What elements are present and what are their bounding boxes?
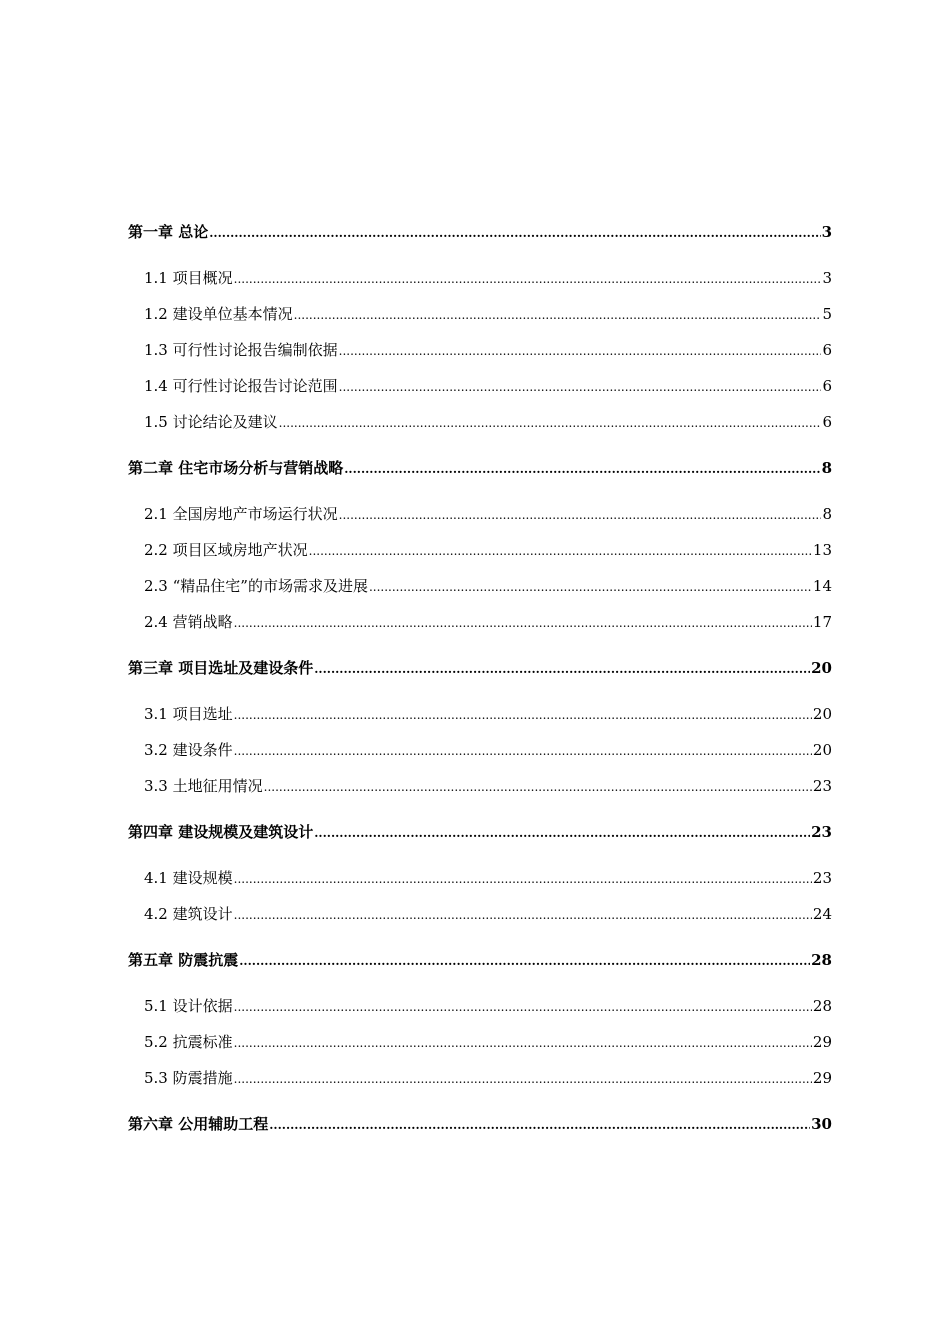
dot-leader xyxy=(339,374,822,400)
dot-leader xyxy=(239,948,810,974)
toc-entry-label: 3.2 建设条件 xyxy=(144,741,233,759)
toc-page-number: 24 xyxy=(812,905,832,923)
toc-entry-label: 4.2 建筑设计 xyxy=(144,905,233,923)
toc-section-1-3[interactable] xyxy=(128,337,832,373)
toc-page-number: 29 xyxy=(812,1033,832,1051)
toc-chapter-6[interactable] xyxy=(128,1111,832,1157)
dot-leader xyxy=(294,302,822,328)
toc-entry-label: 2.1 全国房地产市场运行状况 xyxy=(144,505,338,523)
dot-leader xyxy=(234,994,812,1020)
toc-page-number: 23 xyxy=(812,777,832,795)
toc-entry-label: 1.4 可行性讨论报告讨论范围 xyxy=(144,377,338,395)
toc-page-number: 23 xyxy=(812,869,832,887)
toc-chapter-2[interactable] xyxy=(128,455,832,501)
toc-entry-label: 3.3 土地征用情况 xyxy=(144,777,263,795)
toc-page-number: 17 xyxy=(812,613,832,631)
dot-leader xyxy=(269,1112,810,1138)
toc-entry-label: 第三章 项目选址及建设条件 xyxy=(128,659,314,677)
toc-section-2-1[interactable] xyxy=(128,501,832,537)
toc-section-3-2[interactable] xyxy=(128,737,832,773)
dot-leader xyxy=(314,820,810,846)
toc-page-number: 14 xyxy=(812,577,832,595)
toc-section-4-1[interactable] xyxy=(128,865,832,901)
toc-section-5-2[interactable] xyxy=(128,1029,832,1065)
toc-page-number: 13 xyxy=(812,541,832,559)
toc-section-3-3[interactable] xyxy=(128,773,832,819)
toc-section-5-3[interactable] xyxy=(128,1065,832,1111)
toc-page-number: 3 xyxy=(821,223,832,241)
toc-page-number: 20 xyxy=(812,741,832,759)
dot-leader xyxy=(234,866,812,892)
dot-leader xyxy=(234,266,822,292)
dot-leader xyxy=(234,902,812,928)
toc-page-number: 8 xyxy=(821,459,832,477)
toc-section-2-4[interactable] xyxy=(128,609,832,655)
toc-page-number: 29 xyxy=(812,1069,832,1087)
toc-entry-label: 第四章 建设规模及建筑设计 xyxy=(128,823,314,841)
dot-leader xyxy=(234,1066,812,1092)
dot-leader xyxy=(234,610,812,636)
dot-leader xyxy=(234,1030,812,1056)
toc-entry-label: 2.2 项目区域房地产状况 xyxy=(144,541,308,559)
dot-leader xyxy=(344,456,820,482)
toc-section-3-1[interactable] xyxy=(128,701,832,737)
toc-chapter-5[interactable] xyxy=(128,947,832,993)
toc-section-5-1[interactable] xyxy=(128,993,832,1029)
toc-entry-label: 1.5 讨论结论及建议 xyxy=(144,413,278,431)
toc-page-number: 30 xyxy=(811,1115,832,1133)
toc-entry-label: 5.1 设计依据 xyxy=(144,997,233,1015)
dot-leader xyxy=(279,410,822,436)
toc-entry-label: 1.3 可行性讨论报告编制依据 xyxy=(144,341,338,359)
toc-chapter-3[interactable] xyxy=(128,655,832,701)
toc-entry-label: 第六章 公用辅助工程 xyxy=(128,1115,269,1133)
toc-section-1-2[interactable] xyxy=(128,301,832,337)
toc-entry-label: 5.3 防震措施 xyxy=(144,1069,233,1087)
dot-leader xyxy=(234,702,812,728)
toc-entry-label: 5.2 抗震标准 xyxy=(144,1033,233,1051)
toc-page-number: 3 xyxy=(822,269,832,287)
toc-page-number: 20 xyxy=(811,659,832,677)
dot-leader xyxy=(369,574,812,600)
toc-entry-label: 2.4 营销战略 xyxy=(144,613,233,631)
toc-page-number: 28 xyxy=(811,951,832,969)
toc-page-number: 23 xyxy=(811,823,832,841)
table-of-contents xyxy=(128,219,832,1157)
toc-page-number: 6 xyxy=(822,377,832,395)
dot-leader xyxy=(339,338,822,364)
toc-entry-label: 1.2 建设单位基本情况 xyxy=(144,305,293,323)
toc-section-1-1[interactable] xyxy=(128,265,832,301)
toc-entry-label: 第一章 总论 xyxy=(128,223,209,241)
dot-leader xyxy=(209,220,820,246)
toc-entry-label: 第二章 住宅市场分析与营销战略 xyxy=(128,459,344,477)
toc-section-1-5[interactable] xyxy=(128,409,832,455)
toc-entry-label: 2.3 “精品住宅”的市场需求及进展 xyxy=(144,577,368,595)
dot-leader xyxy=(234,738,812,764)
toc-section-2-2[interactable] xyxy=(128,537,832,573)
dot-leader xyxy=(309,538,812,564)
toc-entry-label: 1.1 项目概况 xyxy=(144,269,233,287)
toc-section-2-3[interactable] xyxy=(128,573,832,609)
toc-page-number: 5 xyxy=(822,305,832,323)
toc-section-1-4[interactable] xyxy=(128,373,832,409)
dot-leader xyxy=(264,774,812,800)
toc-page-number: 6 xyxy=(822,413,832,431)
toc-chapter-1[interactable] xyxy=(128,219,832,265)
toc-section-4-2[interactable] xyxy=(128,901,832,947)
toc-entry-label: 4.1 建设规模 xyxy=(144,869,233,887)
toc-page-number: 8 xyxy=(822,505,832,523)
toc-page-number: 20 xyxy=(812,705,832,723)
toc-page-number: 6 xyxy=(822,341,832,359)
toc-entry-label: 3.1 项目选址 xyxy=(144,705,233,723)
toc-chapter-4[interactable] xyxy=(128,819,832,865)
toc-page-number: 28 xyxy=(812,997,832,1015)
dot-leader xyxy=(314,656,810,682)
dot-leader xyxy=(339,502,822,528)
toc-entry-label: 第五章 防震抗震 xyxy=(128,951,239,969)
